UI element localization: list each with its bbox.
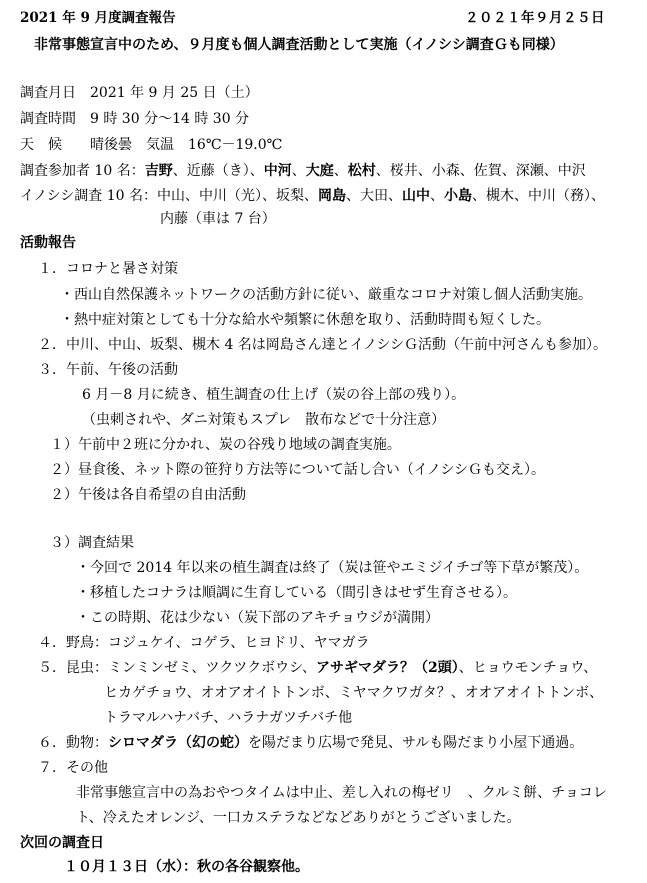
item5-insects: [38, 659, 597, 677]
participant: 、桜井、小森、佐賀、深瀬、中沢: [375, 163, 586, 179]
item3-sub-1: １）午前中２班に分かれ、炭の谷残り地域の調査実施。: [50, 437, 401, 453]
item3-title: ３．午前、午後の活動: [38, 362, 178, 378]
report-title: 2021 年 9 月度調査報告: [20, 10, 176, 26]
item6-highlight: シロマダラ（幻の蛇）: [108, 735, 248, 751]
item7-line-1: 非常事態宣言中の為おやつタイムは中止、差し入れの梅ゼリ 、クルミ餅、チョコレ: [76, 785, 607, 801]
result-bullet-2: ・移植したコナラは順調に生育している（間引きはせず生育させる）。: [76, 585, 517, 601]
item6-prefix: ６．動物：: [38, 735, 108, 751]
participant: 松村: [347, 163, 376, 179]
survey-time-line: 調査時間 9 時 30 分～14 時 30 分: [20, 111, 250, 127]
participants-line: [20, 162, 586, 180]
item3-line-1: 6 月－8 月に続き、植生調査の仕上げ（炭の谷上部の残り）。: [82, 387, 466, 403]
result-bullet-3: ・この時期、花は少ない（炭下部のアキチョウジが満開）: [76, 610, 440, 626]
item5-highlight: アサギマダラ？（2頭）: [316, 660, 459, 676]
item6-animals: [38, 734, 583, 752]
next-survey-text: １０月１３日（水）：秋の各谷観察他。: [64, 859, 309, 875]
survey-date-line: 調査月日 2021 年 9 月 25 日（土）: [20, 85, 259, 101]
boar-survey-line: [20, 187, 605, 205]
item6-suffix: を陽だまり広場で発見、サルも陽だまり小屋下通過。: [248, 735, 584, 751]
item5-prefix: ５．昆虫：ミンミンゼミ、ツクツクボウシ、: [38, 660, 317, 676]
item1-bullet-1: ・西山自然保護ネットワークの活動方針に従い、厳重なコロナ対策し個人活動実施。: [60, 287, 592, 303]
boar-member: 小島: [443, 188, 472, 204]
item1-title: １．コロナと暑さ対策: [38, 261, 178, 277]
boar-member: 、槻木、中川（務）、: [471, 188, 605, 204]
item2: ２．中川、中山、坂梨、槻木 4 名は岡島さん達とイノシシＧ活動（午前中河さんも参加）。: [38, 337, 608, 353]
participant: 吉野: [144, 163, 173, 179]
item5-suffix: 、ヒョウモンチョウ、: [458, 660, 598, 676]
boar-member: 中山、中川（光）、坂梨、: [156, 188, 318, 204]
item3-sub-2: ２）昼食後、ネット際の笹狩り方法等について話し合い（イノシシＧも交え）。: [50, 462, 545, 478]
boar-survey-line-cont: 内藤（車は 7 台）: [160, 211, 276, 227]
participant: 大庭: [305, 163, 334, 179]
participant: 、: [333, 163, 348, 179]
item4-birds: ４．野鳥：コジュケイ、コゲラ、ヒヨドリ、ヤマガラ: [38, 635, 370, 651]
item7-line-2: ト、冷えたオレンジ、一口カステラなどなどありがとうございました。: [76, 810, 521, 826]
report-date: ２０２１年９月２５日: [465, 10, 605, 26]
item3-sub-4: ３）調査結果: [50, 535, 134, 551]
boar-member: 岡島: [317, 188, 346, 204]
next-survey-heading: 次回の調査日: [20, 835, 104, 851]
boar-survey-label: イノシシ調査 10 名：: [20, 188, 157, 204]
participant: 中河: [263, 163, 292, 179]
item3-line-2: （虫刺されや、ダニ対策もスプレ 散布などで十分注意）: [82, 412, 446, 428]
activity-report-heading: 活動報告: [20, 235, 76, 251]
item5-line-2: ヒカゲチョウ、オオアオイトトンボ、ミヤマクワガタ？、オオアオイトトンボ、: [104, 685, 604, 701]
boar-member: 、: [429, 188, 444, 204]
item1-bullet-2: ・熱中症対策としても十分な給水や頻繁に休憩を取り、活動時間も短くした。: [60, 312, 550, 328]
weather-line: 天 候 晴後曇 気温 16℃－19.0℃: [20, 137, 283, 153]
boar-member: 、大田、: [345, 188, 402, 204]
boar-member: 山中: [401, 188, 430, 204]
item3-sub-3: ２）午後は各自希望の自由活動: [50, 487, 246, 503]
result-bullet-1: ・今回で 2014 年以来の植生調査は終了（炭は笹やエミジイチゴ等下草が繁茂）。: [76, 560, 589, 576]
item5-line-3: トラマルハナバチ、ハラナガツチバチ他: [104, 710, 353, 726]
participant: 、: [291, 163, 306, 179]
item7-title: ７．その他: [38, 760, 108, 776]
report-subtitle: 非常事態宣言中のため、９月度も個人調査活動として実施（イノシシ調査Ｇも同様）: [34, 37, 564, 53]
participant: 、近藤（き）、: [172, 163, 264, 179]
participants-label: 調査参加者 10 名：: [20, 163, 145, 179]
